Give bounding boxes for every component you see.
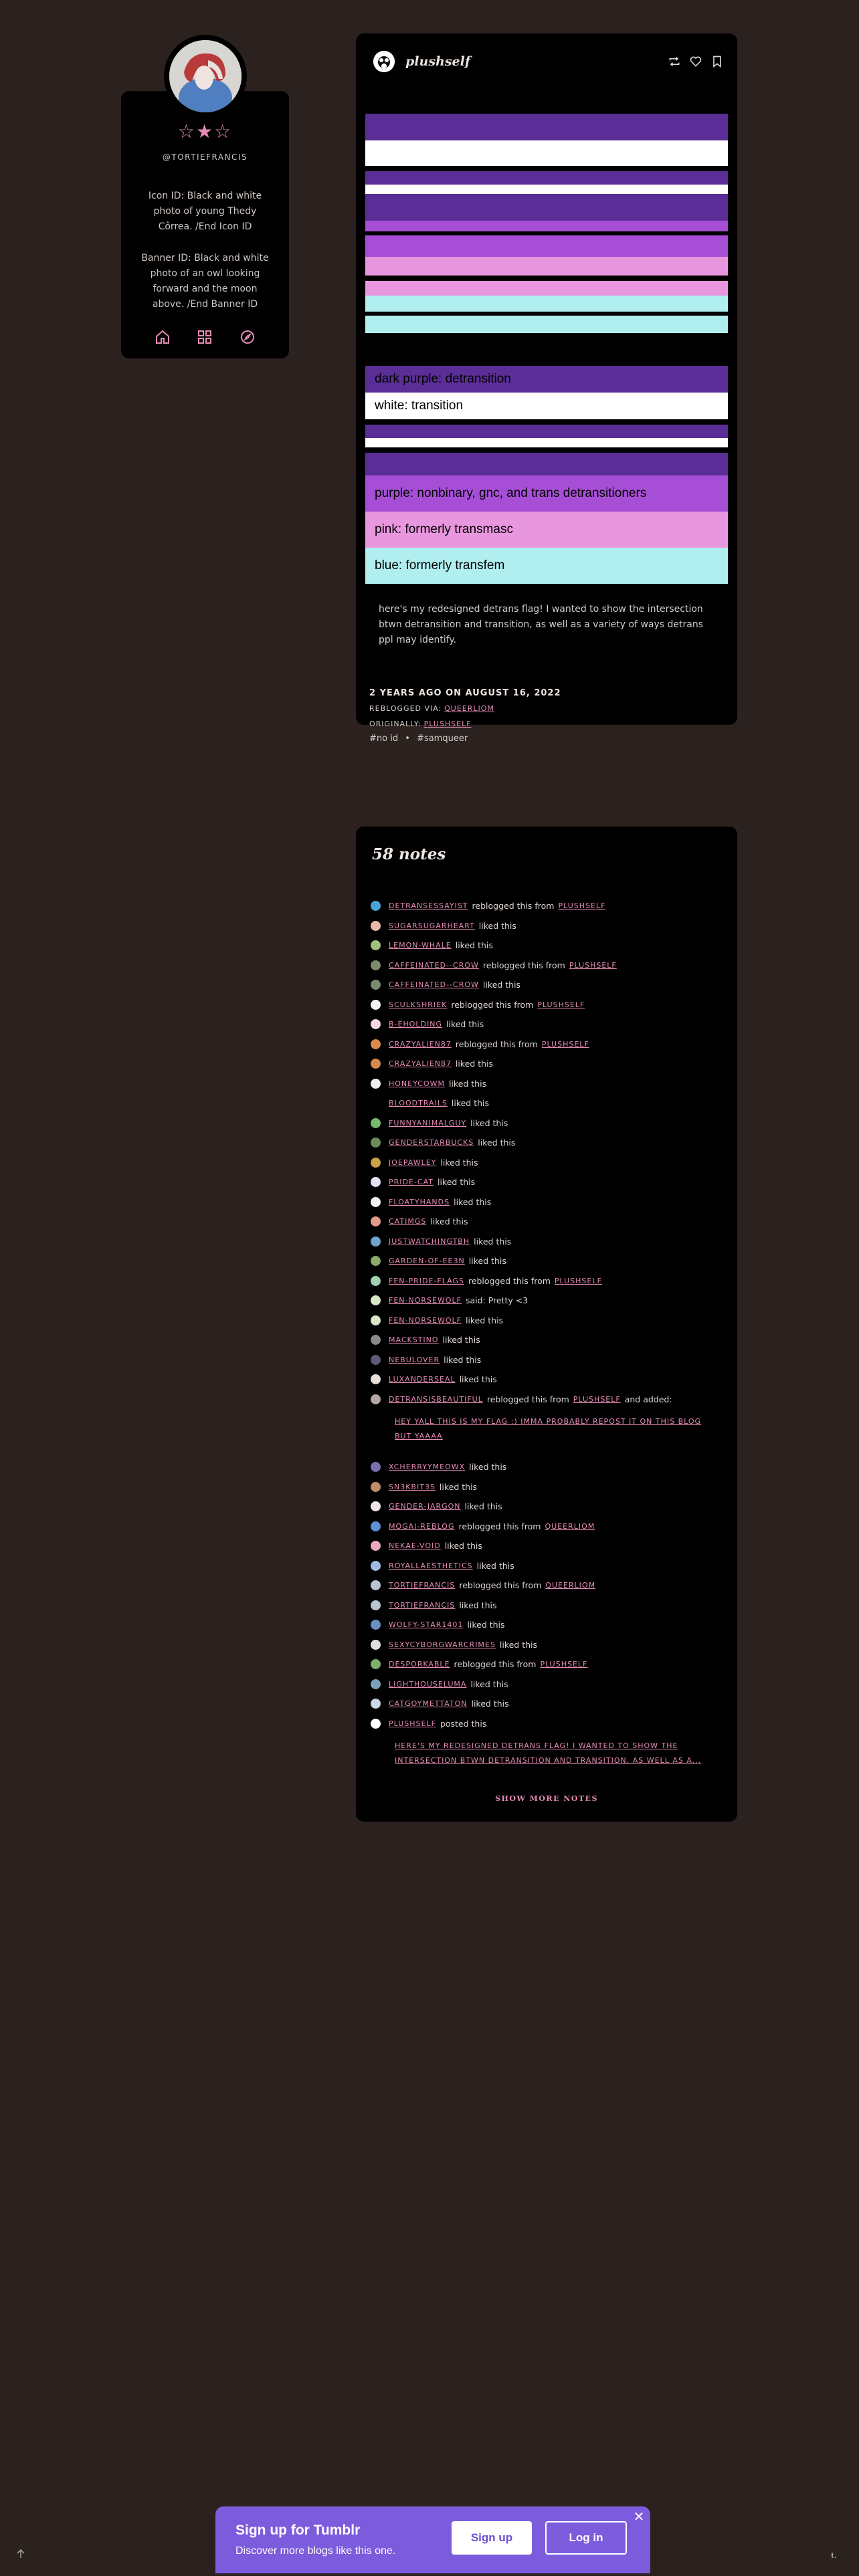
note-username[interactable]: TORTIEFRANCIS — [389, 1600, 456, 1610]
note-action: liked this — [499, 1639, 538, 1650]
note-item — [371, 1074, 724, 1094]
note-avatar[interactable] — [371, 980, 381, 990]
note-item — [371, 1370, 724, 1390]
note-avatar[interactable] — [371, 960, 381, 970]
note-item — [371, 1517, 724, 1537]
note-username[interactable]: SEXYCYBORGWARCRIMES — [389, 1640, 496, 1649]
note-item — [371, 1390, 724, 1410]
note-item — [371, 1232, 724, 1252]
icon-id-text: Icon ID: Black and white photo of young Thedy Côrrea. /End Icon ID — [148, 191, 262, 232]
note-item — [371, 1477, 724, 1497]
note-action: liked this — [459, 1600, 497, 1610]
bookmark-icon[interactable] — [710, 55, 724, 68]
note-action: liked this — [482, 980, 521, 990]
note-target-blog[interactable]: PLUSHSELF — [558, 901, 606, 911]
notes-list — [371, 896, 724, 1782]
note-item — [371, 1675, 724, 1695]
note-avatar[interactable] — [371, 1019, 381, 1029]
compass-icon[interactable] — [240, 329, 256, 345]
note-username[interactable]: NEKAE-VOID — [389, 1541, 441, 1551]
flag-band — [365, 221, 728, 257]
note-avatar[interactable] — [371, 1620, 381, 1630]
note-username[interactable]: NEBULOVER — [389, 1355, 440, 1364]
note-action: liked this — [471, 1699, 509, 1709]
note-avatar[interactable] — [371, 1197, 381, 1207]
note-username[interactable]: MACKSTINO — [389, 1335, 439, 1345]
signup-button[interactable]: Sign up — [452, 2521, 532, 2555]
note-username[interactable]: FEN-NORSEWOLF — [389, 1296, 462, 1305]
originally-label: ORIGINALLY: — [369, 720, 421, 728]
note-username[interactable]: GENDERSTARBUCKS — [389, 1138, 474, 1148]
note-target-blog[interactable]: PLUSHSELF — [569, 960, 617, 970]
flag-legend-row — [365, 425, 728, 438]
note-avatar[interactable] — [371, 1482, 381, 1492]
note-item — [371, 995, 724, 1015]
note-username[interactable]: CRAZYALIEN87 — [389, 1039, 452, 1049]
note-avatar[interactable] — [371, 1138, 381, 1148]
sidebar-nav — [121, 329, 289, 345]
note-item — [371, 1035, 724, 1055]
note-action: liked this — [459, 1374, 497, 1385]
note-action: reblogged this from — [468, 1275, 551, 1286]
note-avatar[interactable] — [371, 1335, 381, 1345]
show-more-notes-button[interactable]: SHOW MORE NOTES — [495, 1794, 598, 1803]
home-icon[interactable] — [155, 329, 171, 345]
note-username[interactable]: SUGARSUGARHEART — [389, 921, 475, 930]
signup-banner — [215, 2506, 650, 2573]
note-action: liked this — [440, 1157, 478, 1168]
note-avatar[interactable] — [371, 1394, 381, 1404]
note-action: liked this — [476, 1560, 514, 1571]
note-avatar[interactable] — [371, 921, 381, 931]
flag-gap — [365, 231, 728, 235]
note-avatar[interactable] — [371, 1580, 381, 1590]
note-username[interactable]: CAFFEINATED--CROW — [389, 980, 479, 990]
note-action: liked this — [444, 1541, 482, 1551]
flag-band — [365, 140, 728, 166]
note-avatar[interactable] — [371, 1501, 381, 1511]
originally-link[interactable]: PLUSHSELF — [423, 720, 472, 728]
reblogged-via-link[interactable]: QUEERLIOM — [444, 704, 494, 713]
note-username[interactable]: MOGAI-REBLOG — [389, 1521, 455, 1531]
note-avatar[interactable] — [371, 1000, 381, 1010]
note-target-blog[interactable]: PLUSHSELF — [554, 1276, 602, 1285]
flag-legend-row: blue: formerly transfem — [365, 548, 728, 584]
note-action: reblogged this from — [486, 1394, 569, 1404]
note-action: reblogged this from — [451, 999, 534, 1010]
note-avatar[interactable] — [371, 1256, 381, 1266]
flag-legend-row: white: transition — [365, 393, 728, 419]
note-action: posted this — [440, 1718, 487, 1729]
signup-title: Sign up for Tumblr — [235, 2523, 361, 2538]
note-item — [371, 1192, 724, 1212]
note-username[interactable]: B-EHOLDING — [389, 1020, 442, 1029]
note-avatar[interactable] — [371, 1039, 381, 1049]
banner-id-text: Banner ID: Black and white photo of an owl looking forward and the moon above. /End Banner ID — [141, 253, 269, 310]
note-username[interactable]: FEN-PRIDE-FLAGS — [389, 1276, 464, 1285]
note-avatar[interactable] — [371, 940, 381, 950]
note-username[interactable]: SN3KBIT3S — [389, 1482, 436, 1491]
note-item — [371, 1556, 724, 1576]
note-username[interactable]: LUXANDERSEAL — [389, 1375, 456, 1384]
note-item — [371, 1153, 724, 1173]
note-username[interactable]: HONEYCOWM — [389, 1079, 445, 1088]
note-username[interactable]: JOEPAWLEY — [389, 1158, 437, 1167]
reblogged-via-label: REBLOGGED VIA: — [369, 704, 442, 713]
note-action: liked this — [474, 1236, 512, 1247]
note-item — [371, 1576, 724, 1596]
note-action: liked this — [465, 1315, 504, 1325]
flag-gap — [365, 312, 728, 316]
note-item — [371, 1113, 724, 1134]
post-meta — [369, 686, 724, 746]
reblog-icon[interactable] — [668, 55, 681, 68]
note-username[interactable]: DESPORKABLE — [389, 1660, 450, 1669]
note-avatar[interactable] — [371, 1315, 381, 1325]
note-username[interactable]: CATIMGS — [389, 1217, 427, 1226]
note-avatar[interactable] — [371, 1462, 381, 1472]
notes-title: 58 notes — [372, 845, 446, 863]
note-username[interactable]: FUNNYANIMALGUY — [389, 1118, 467, 1128]
note-avatar[interactable] — [371, 901, 381, 911]
note-action: reblogged this from — [454, 1659, 537, 1670]
note-action: liked this — [470, 1117, 508, 1128]
note-item — [371, 1172, 724, 1192]
note-avatar[interactable] — [371, 1561, 381, 1571]
note-username[interactable]: LIGHTHOUSELUMA — [389, 1679, 467, 1689]
note-avatar[interactable] — [371, 1699, 381, 1709]
note-item — [371, 916, 724, 936]
note-item — [371, 1457, 724, 1477]
note-item — [371, 1093, 724, 1113]
note-avatar[interactable] — [371, 1521, 381, 1531]
note-username[interactable]: TORTIEFRANCIS — [389, 1581, 456, 1590]
grid-icon[interactable] — [197, 329, 213, 345]
note-item — [371, 936, 724, 956]
blog-handle[interactable]: @TORTIEFRANCIS — [162, 152, 248, 162]
note-item — [371, 1271, 724, 1291]
note-username[interactable]: WOLFY-STAR1401 — [389, 1620, 464, 1630]
note-action: said: Pretty <3 — [465, 1295, 529, 1306]
note-action: liked this — [437, 1177, 476, 1188]
post-blog-name[interactable]: plushself — [405, 54, 471, 69]
blog-sidebar — [121, 91, 289, 358]
tumblr-logo-icon[interactable] — [831, 2551, 844, 2560]
post-actions — [668, 55, 724, 68]
note-action: reblogged this from — [459, 1580, 542, 1591]
signup-subtitle: Discover more blogs like this one. — [235, 2545, 396, 2557]
note-username[interactable]: XCHERRYYMEOWX — [389, 1463, 466, 1472]
note-posted-quote[interactable]: HERE'S MY REDESIGNED DETRANS FLAG! I WANTED TO SHOW THE INTERSECTION BTWN DETRANSITION AND TRANSITION, AS WELL AS A... — [395, 1741, 702, 1765]
blog-title-stars: ☆★☆ — [177, 120, 233, 142]
flag-band — [365, 194, 728, 221]
note-username[interactable]: CAFFEINATED--CROW — [389, 960, 479, 970]
post-date[interactable]: 2 YEARS AGO ON AUGUST 16, 2022 — [369, 688, 561, 698]
note-action: liked this — [469, 1462, 507, 1473]
note-item — [371, 1014, 724, 1035]
note-item — [371, 1635, 724, 1655]
tag-samqueer[interactable]: #samqueer — [417, 734, 468, 744]
flag-band — [365, 114, 728, 140]
flag-legend-row: purple: nonbinary, gnc, and trans detransitioners — [365, 475, 728, 512]
avatar-image — [169, 40, 242, 112]
note-item — [371, 1615, 724, 1635]
close-icon[interactable]: ✕ — [633, 2508, 645, 2525]
flag-legend-row — [365, 438, 728, 447]
note-avatar[interactable] — [371, 1216, 381, 1226]
note-username[interactable]: LEMON-WHALE — [389, 941, 452, 950]
flag-legend-row — [365, 453, 728, 475]
note-item — [371, 1654, 724, 1675]
note-avatar[interactable] — [371, 1374, 381, 1384]
note-added-quote[interactable]: HEY YALL THIS IS MY FLAG :) IMMA PROBABLY REPOST IT ON THIS BLOG BUT YAAAA — [395, 1417, 702, 1440]
note-item — [371, 1596, 724, 1616]
flag-legend-row: pink: formerly transmasc — [365, 512, 728, 548]
note-item — [371, 956, 724, 976]
note-extra: and added: — [624, 1394, 672, 1404]
sidebar-avatar[interactable] — [164, 35, 247, 118]
note-action: liked this — [478, 920, 516, 931]
note-username[interactable]: CATGOYMETTATON — [389, 1699, 468, 1709]
note-item — [371, 1350, 724, 1370]
note-avatar[interactable] — [371, 1158, 381, 1168]
post-tags — [369, 732, 724, 746]
note-action: liked this — [468, 1256, 506, 1267]
note-action: reblogged this from — [482, 960, 565, 970]
note-target-blog[interactable]: PLUSHSELF — [537, 1000, 585, 1009]
note-action: reblogged this from — [458, 1521, 541, 1531]
note-item — [371, 1212, 724, 1232]
note-avatar[interactable] — [371, 1237, 381, 1247]
note-action: liked this — [448, 1078, 487, 1089]
note-username[interactable]: PLUSHSELF — [389, 1719, 436, 1728]
note-action: liked this — [444, 1354, 482, 1365]
post-card — [356, 33, 737, 744]
notes-card — [356, 827, 737, 1822]
note-item — [371, 975, 724, 995]
flag-legend-row: dark purple: detransition — [365, 366, 728, 393]
note-avatar[interactable] — [371, 1679, 381, 1689]
tag-separator: • — [405, 734, 410, 744]
note-action: liked this — [454, 1196, 492, 1207]
note-item — [371, 1291, 724, 1311]
note-username[interactable]: GENDER-JARGON — [389, 1502, 461, 1511]
note-action: reblogged this from — [472, 901, 555, 911]
note-action: liked this — [446, 1019, 484, 1030]
note-item — [371, 1311, 724, 1331]
note-item — [371, 1714, 724, 1734]
note-username[interactable]: ROYALLAESTHETICS — [389, 1561, 473, 1570]
note-action: liked this — [464, 1501, 502, 1512]
note-item — [371, 896, 724, 916]
flag-gap — [365, 276, 728, 281]
flag-gap — [365, 166, 728, 171]
note-item — [371, 1330, 724, 1350]
note-avatar[interactable] — [371, 1719, 381, 1729]
note-username[interactable]: GARDEN-OF-EE3N — [389, 1257, 465, 1266]
note-item — [371, 1536, 724, 1556]
svg-text:t.: t. — [831, 2551, 837, 2560]
note-item — [371, 1694, 724, 1714]
note-avatar[interactable] — [371, 1177, 381, 1187]
note-username[interactable]: FLOATYHANDS — [389, 1197, 450, 1206]
note-action: liked this — [455, 1059, 494, 1069]
note-target-blog[interactable]: PLUSHSELF — [573, 1394, 621, 1404]
note-username[interactable]: CRAZYALIEN87 — [389, 1059, 452, 1069]
note-username[interactable]: SCULKSHRIEK — [389, 1000, 448, 1009]
note-username[interactable]: JUSTWATCHINGTBH — [389, 1237, 470, 1246]
flag-legend — [365, 366, 728, 584]
note-target-blog[interactable]: QUEERLIOM — [545, 1521, 595, 1531]
note-avatar[interactable] — [371, 1541, 381, 1551]
note-username[interactable]: DETRANSISBEAUTIFUL — [389, 1394, 483, 1404]
arrow-up-icon[interactable] — [15, 2548, 27, 2560]
note-avatar[interactable] — [371, 1079, 381, 1089]
note-item — [371, 1133, 724, 1153]
note-action: liked this — [442, 1335, 480, 1346]
note-username[interactable]: PRIDE-CAT — [389, 1178, 434, 1187]
note-avatar[interactable] — [371, 1059, 381, 1069]
note-avatar[interactable] — [371, 1118, 381, 1128]
flag-band — [365, 185, 728, 194]
note-username[interactable]: FEN-NORSEWOLF — [389, 1315, 462, 1325]
note-avatar[interactable] — [371, 1600, 381, 1610]
note-action: liked this — [478, 1138, 516, 1148]
note-action: reblogged this from — [455, 1039, 538, 1049]
note-avatar[interactable] — [371, 1640, 381, 1650]
note-item — [371, 1497, 724, 1517]
note-target-blog[interactable]: PLUSHSELF — [541, 1039, 589, 1049]
note-username[interactable]: BLOODTRAILS — [389, 1099, 448, 1108]
post-header — [373, 48, 724, 75]
note-target-blog[interactable]: PLUSHSELF — [540, 1660, 588, 1669]
detrans-flag-image — [365, 114, 728, 364]
note-avatar[interactable] — [371, 1276, 381, 1286]
note-avatar[interactable] — [371, 1355, 381, 1365]
note-action: liked this — [430, 1216, 468, 1227]
note-action: liked this — [467, 1620, 505, 1630]
note-item — [371, 1054, 724, 1074]
heart-icon[interactable] — [689, 55, 702, 68]
note-username[interactable]: DETRANSESSAYIST — [389, 901, 468, 911]
note-avatar[interactable] — [371, 1659, 381, 1669]
note-avatar[interactable] — [371, 1295, 381, 1305]
note-action: liked this — [470, 1679, 508, 1689]
post-avatar[interactable] — [373, 51, 395, 72]
login-button[interactable]: Log in — [545, 2521, 627, 2555]
note-item — [371, 1251, 724, 1271]
note-action: liked this — [439, 1481, 478, 1492]
tag-no-id[interactable]: #no id — [369, 734, 399, 744]
note-target-blog[interactable]: QUEERLIOM — [545, 1581, 596, 1590]
blog-description — [136, 189, 274, 312]
note-action: liked this — [451, 1098, 490, 1109]
post-caption: here's my redesigned detrans flag! I wanted to show the intersection btwn detransition and transition, as well as a variety of ways detrans ppl may identify. — [379, 604, 703, 645]
note-action: liked this — [455, 940, 493, 951]
